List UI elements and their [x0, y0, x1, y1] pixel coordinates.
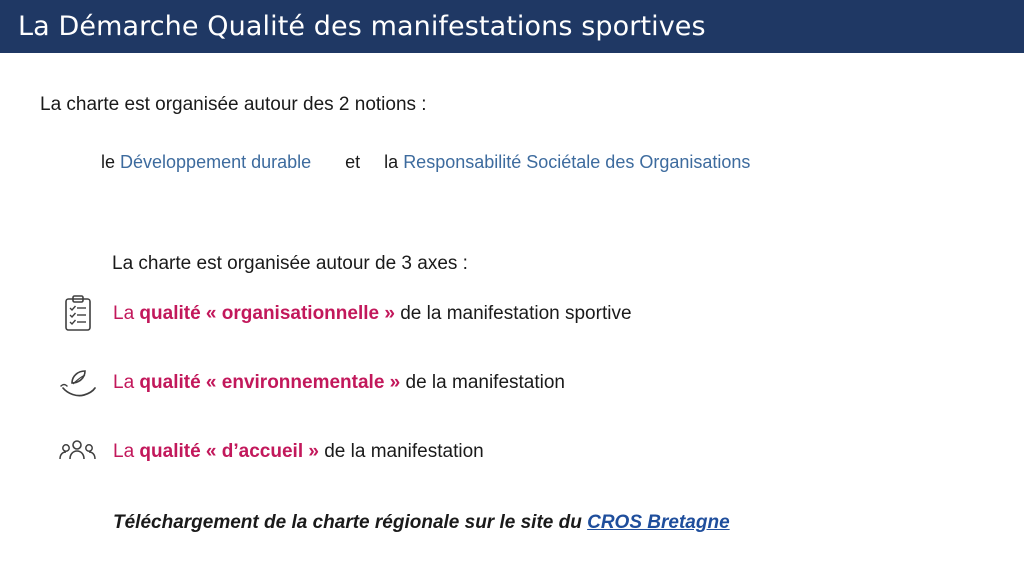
axis-row	[55, 362, 565, 404]
axis-tail: de la manifestation sportive	[394, 303, 632, 324]
axis-tail: de la manifestation	[318, 441, 484, 462]
axis-tail: de la manifestation	[400, 372, 565, 393]
download-text: Téléchargement de la charte régionale sur le site du	[113, 512, 588, 533]
axis-label	[113, 372, 565, 394]
axis-lead: La	[113, 303, 140, 324]
axis-highlight: qualité « environnementale »	[139, 372, 401, 393]
notion-connector: et	[345, 152, 361, 172]
notion-prefix-2: la	[384, 152, 404, 172]
axis-highlight: qualité « d’accueil »	[139, 441, 319, 462]
cros-bretagne-link[interactable]: CROS Bretagne	[587, 512, 730, 533]
intro-text: La charte est organisée autour des 2 notions :	[40, 94, 427, 115]
hand-leaf-icon	[55, 362, 100, 404]
axes-intro-text: La charte est organisée autour de 3 axes :	[112, 253, 468, 274]
download-line	[113, 512, 730, 534]
title-bar	[0, 0, 1024, 53]
notion-developpement-durable: Développement durable	[120, 152, 312, 172]
axis-lead: La	[113, 441, 140, 462]
people-group-icon	[55, 431, 100, 473]
axis-label	[113, 303, 632, 325]
axis-row	[55, 293, 632, 335]
axis-highlight: qualité « organisationnelle »	[139, 303, 395, 324]
notions-line	[101, 152, 750, 173]
notion-prefix-1: le	[101, 152, 121, 172]
clipboard-checklist-icon	[55, 293, 100, 335]
notion-rso: Responsabilité Sociétale des Organisations	[403, 152, 751, 172]
axis-lead: La	[113, 372, 140, 393]
axis-row	[55, 431, 484, 473]
axis-label	[113, 441, 484, 463]
page-title: La Démarche Qualité des manifestations sportives	[18, 11, 706, 42]
